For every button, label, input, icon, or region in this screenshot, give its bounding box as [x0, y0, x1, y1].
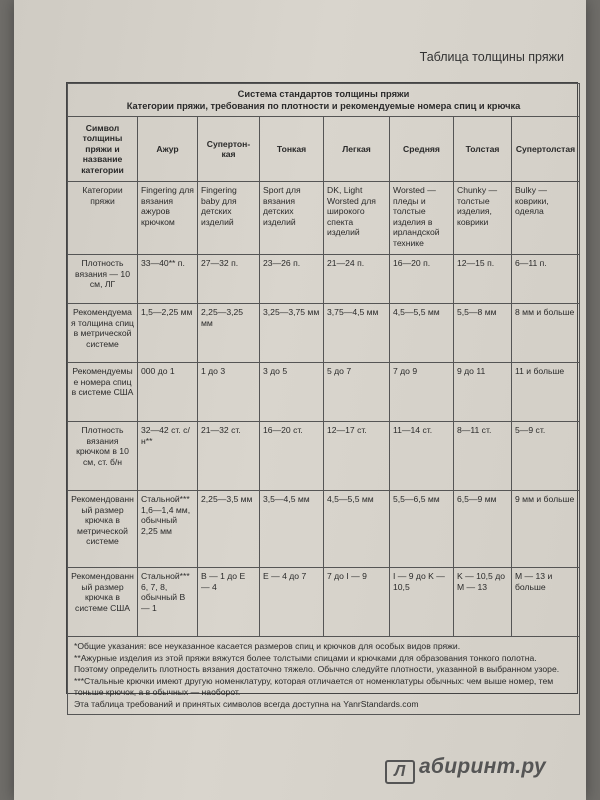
table-cell: 2,25—3,5 мм: [198, 491, 260, 568]
table-row: [68, 304, 580, 363]
note-line: Эта таблица требований и принятых символов всегда доступна на YanrStandards.com: [74, 698, 419, 709]
table-cell: Chunky — толстые изделия, коврики: [454, 182, 512, 255]
note-line: **Ажурные изделия из этой пряжи вяжутся более толстыми спицами и крючками для образования тонкого полотна. Поэтому определить плотность вязания достаточно тяжело. Обычно следуйте плотности, указанной в выбранном узоре.: [74, 652, 560, 674]
running-header: Таблица толщины пряжи: [419, 50, 564, 64]
table-cell: 9 до 11: [454, 363, 512, 422]
row-header-cell: Плотность вязания крючком в 10 см, ст. б/н: [68, 422, 138, 491]
table-cell: 8—11 ст.: [454, 422, 512, 491]
table-cell: 9 мм и больше: [512, 491, 580, 568]
yarn-table: [67, 83, 580, 715]
caption-line-1: Система стандартов толщины пряжи: [237, 89, 410, 99]
table-header-row: [68, 117, 580, 182]
table-cell: 3,25—3,75 мм: [260, 304, 324, 363]
table-cell: 8 мм и больше: [512, 304, 580, 363]
table-cell: Sport для вязания детских изделий: [260, 182, 324, 255]
table-row: [68, 182, 580, 255]
table-cell: 12—15 п.: [454, 255, 512, 304]
table-row: [68, 255, 580, 304]
table-cell: 7 до 9: [390, 363, 454, 422]
table-cell: 23—26 п.: [260, 255, 324, 304]
table-cell: 27—32 п.: [198, 255, 260, 304]
table-notes: [68, 637, 580, 715]
table-cell: 7 до I — 9: [324, 568, 390, 637]
column-header: Ажур: [138, 117, 198, 182]
table-cell: Bulky — коврики, одеяла: [512, 182, 580, 255]
yarn-weight-table: [66, 82, 578, 709]
row-header-cell: Рекомендуемая толщина спиц в метрической системе: [68, 304, 138, 363]
row-header-cell: Плотность вязания — 10 см, ЛГ: [68, 255, 138, 304]
table-cell: 3,75—4,5 мм: [324, 304, 390, 363]
row-header-cell: Рекомендованный размер крючка в системе США: [68, 568, 138, 637]
column-header: Легкая: [324, 117, 390, 182]
table-cell: Worsted — пледы и толстые изделия в ирландской технике: [390, 182, 454, 255]
table-cell: 5,5—6,5 мм: [390, 491, 454, 568]
table-cell: E — 4 до 7: [260, 568, 324, 637]
table-cell: 12—17 ст.: [324, 422, 390, 491]
caption-line-2: Категории пряжи, требования по плотности и рекомендуемые номера спиц и крючка: [126, 101, 521, 111]
column-header: Символ толщины пряжи и название категории: [68, 117, 138, 182]
table-row: [68, 568, 580, 637]
table-row: [68, 422, 580, 491]
note-line: *Общие указания: все неуказанное касается размеров спиц и крючков для особых видов пряжи.: [74, 641, 461, 651]
table-cell: 4,5—5,5 мм: [324, 491, 390, 568]
row-header-cell: Категории пряжи: [68, 182, 138, 255]
table-cell: 1,5—2,25 мм: [138, 304, 198, 363]
table-cell: Стальной*** 1,6—1,4 мм, обычный 2,25 мм: [138, 491, 198, 568]
table-cell: 3,5—4,5 мм: [260, 491, 324, 568]
table-cell: 11—14 ст.: [390, 422, 454, 491]
table-cell: 6—11 п.: [512, 255, 580, 304]
table-cell: 2,25—3,25 мм: [198, 304, 260, 363]
column-header: Супертолстая: [512, 117, 580, 182]
row-header-cell: Рекомендованный размер крючка в метрической системе: [68, 491, 138, 568]
note-line: ***Стальные крючки имеют другую номенклатуру, которая отличается от номенклатуры обычных: чем выше номер, тем тоньше крючок, а в обычных — наоборот.: [74, 675, 554, 697]
table-cell: 1 до 3: [198, 363, 260, 422]
row-header-cell: Рекомендуемые номера спиц в системе США: [68, 363, 138, 422]
table-cell: DK, Light Worsted для широкого спекта изделий: [324, 182, 390, 255]
book-page: [14, 0, 586, 800]
watermark-logo: Л: [385, 760, 415, 784]
table-cell: 000 до 1: [138, 363, 198, 422]
table-cell: Fingering baby для детских изделий: [198, 182, 260, 255]
table-cell: 3 до 5: [260, 363, 324, 422]
table-cell: 6,5—9 мм: [454, 491, 512, 568]
table-cell: 5 до 7: [324, 363, 390, 422]
column-header: Толстая: [454, 117, 512, 182]
table-cell: I — 9 до K — 10,5: [390, 568, 454, 637]
column-header: Средняя: [390, 117, 454, 182]
table-caption: [68, 84, 580, 117]
table-cell: M — 13 и больше: [512, 568, 580, 637]
table-cell: Стальной*** 6, 7, 8, обычный B — 1: [138, 568, 198, 637]
watermark-text: абиринт.ру: [418, 755, 546, 778]
site-watermark: [385, 755, 546, 784]
table-row: [68, 363, 580, 422]
table-cell: 5,5—8 мм: [454, 304, 512, 363]
table-cell: 32—42 ст. с/н**: [138, 422, 198, 491]
table-cell: 16—20 ст.: [260, 422, 324, 491]
table-cell: 21—32 ст.: [198, 422, 260, 491]
column-header: Тонкая: [260, 117, 324, 182]
table-cell: B — 1 до E — 4: [198, 568, 260, 637]
table-row: [68, 491, 580, 568]
table-cell: K — 10,5 до M — 13: [454, 568, 512, 637]
table-cell: 16—20 п.: [390, 255, 454, 304]
column-header: Супертон-кая: [198, 117, 260, 182]
table-cell: 5—9 ст.: [512, 422, 580, 491]
table-cell: 11 и больше: [512, 363, 580, 422]
table-cell: 33—40** п.: [138, 255, 198, 304]
table-cell: 21—24 п.: [324, 255, 390, 304]
table-cell: 4,5—5,5 мм: [390, 304, 454, 363]
table-cell: Fingering для вязания ажуров крючком: [138, 182, 198, 255]
